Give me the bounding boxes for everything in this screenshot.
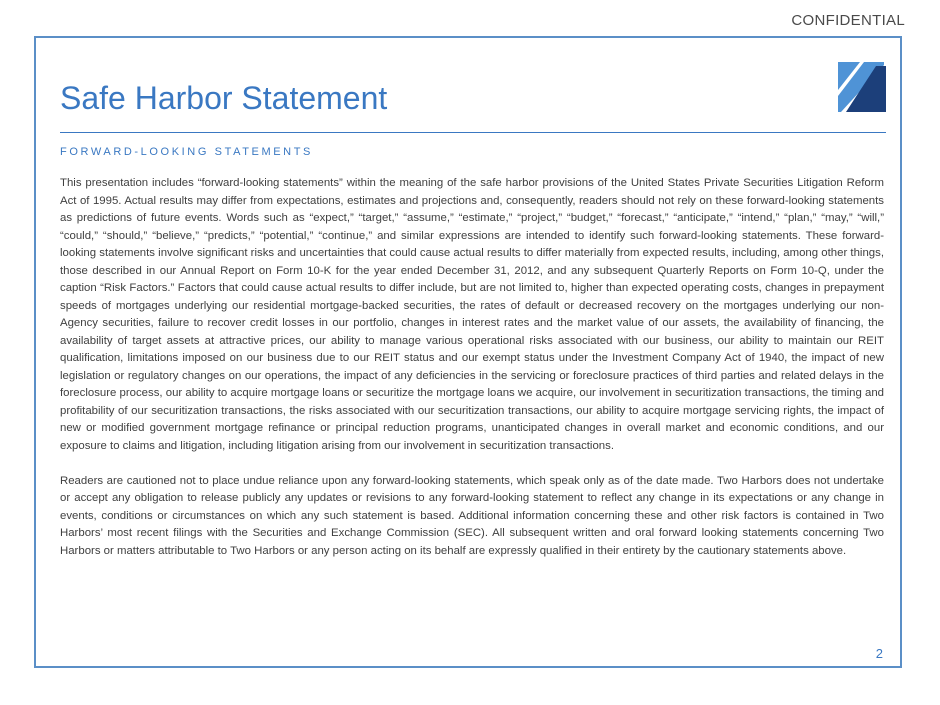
two-harbors-logo-icon xyxy=(838,62,886,112)
page-title: Safe Harbor Statement xyxy=(60,80,388,116)
statement-body xyxy=(60,175,884,578)
title-divider xyxy=(60,132,886,133)
section-heading: FORWARD-LOOKING STATEMENTS xyxy=(60,146,313,158)
statement-paragraph-2: Readers are cautioned not to place undue reliance upon any forward-looking statements, which speak only as of the date made. Two Harbors does not undertake or accept any obligation to release publicly any updates or revisions to any forward-looking statement to reflect any change in its expectations or any change in events, conditions or circumstances on which any such statement is based. Additional information concerning these and other risk factors is contained in Two Harbors’ most recent filings with the Securities and Exchange Commission (SEC). All subsequent written and oral forward looking statements concerning Two Harbors or matters attributable to Two Harbors or any person acting on its behalf are expressly qualified in their entirety by the cautionary statements above. xyxy=(60,474,884,557)
confidential-label: CONFIDENTIAL xyxy=(791,12,905,29)
page-number: 2 xyxy=(875,646,883,661)
statement-paragraph-1: This presentation includes “forward-looking statements” within the meaning of the safe harbor provisions of the United States Private Securities Litigation Reform Act of 1995. Actual results may differ from expectations, estimates and projections and, consequently, readers should not rely on these forward-looking statements as predictions of future events. Words such as “expect,” “target,” “assume,” “estimate,” “project,” “budget,” “forecast,” “anticipate,” “intend,” “plan,” “may,” “will,” “could,” “should,” “believe,” “predicts,” “potential,” “continue,” and similar expressions are intended to identify such forward-looking statements. These forward-looking statements involve significant risks and uncertainties that could cause actual results to differ materially from expected results, including, among other things, those described in our Annual Report on Form 10-K for the year ended December 31, 2012, and any subsequent Quarterly Reports on Form 10-Q, under the caption “Risk Factors.” Factors that could cause actual results to differ include, but are not limited to, higher than expected operating costs, changes in prepayment speeds of mortgages underlying our residential mortgage-backed securities, the rates of default or decreased recovery on the mortgages underlying our non-Agency securities, failure to recover credit losses in our portfolio, changes in interest rates and the market value of our assets, the availability of financing, the availability of target assets at attractive prices, our ability to manage various operational risks associated with our business, our ability to maintain our REIT qualification, limitations imposed on our business due to our REIT status and our exempt status under the Investment Company Act of 1940, the impact of new legislation or regulatory changes on our operations, the impact of any deficiencies in the servicing or foreclosure practices of third parties and related delays in the foreclosure process, our ability to acquire mortgage loans or securitize the mortgage loans we acquire, our involvement in securitization transactions, the timing and profitability of our securitization transactions, the risks associated with our securitization transactions, our ability to acquire mortgage servicing rights, the impact of new or modified government mortgage refinance or principal reduction programs, unanticipated changes in overall market and economic conditions, and our exposure to claims and litigation, including litigation arising from our involvement in securitization transactions. xyxy=(60,177,884,452)
